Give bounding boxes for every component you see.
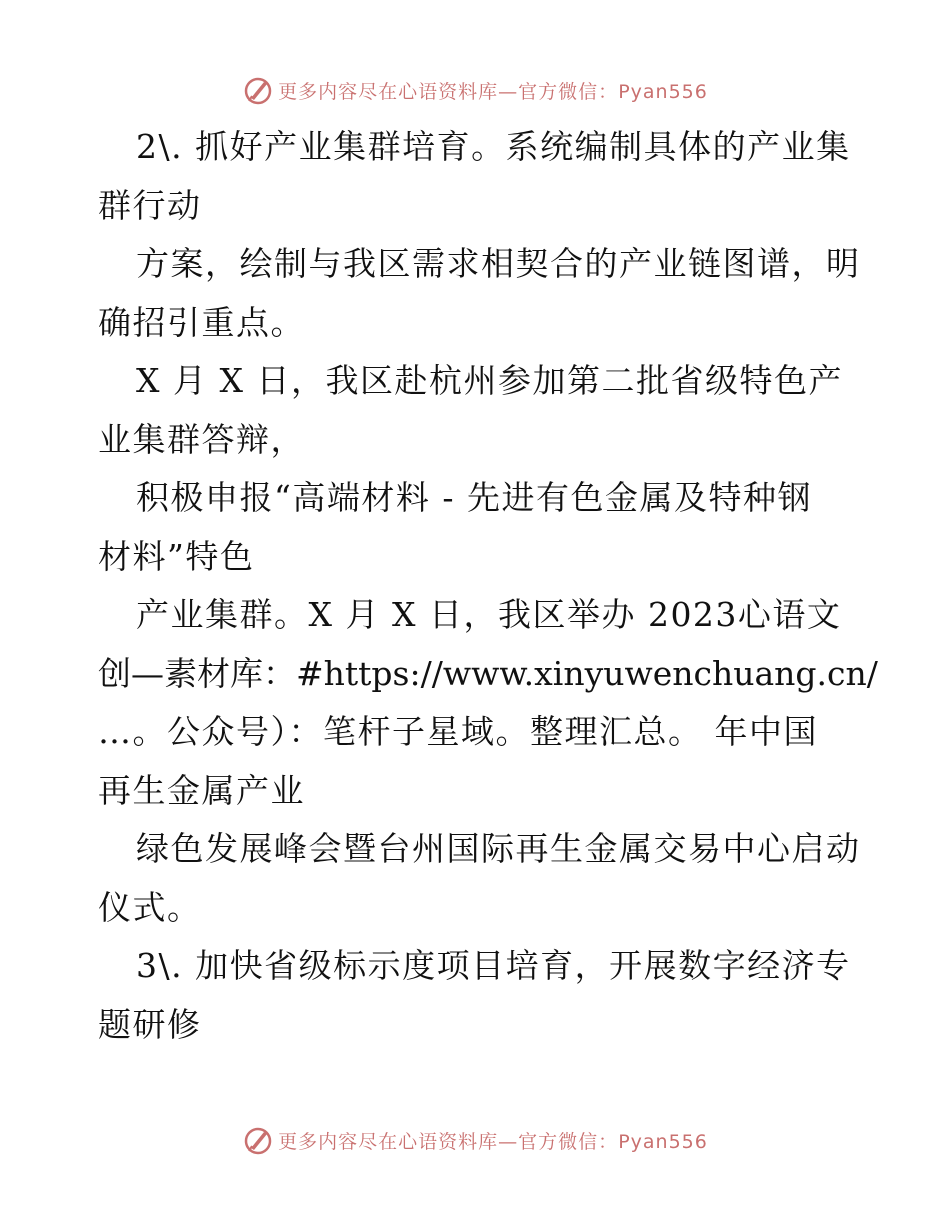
document-body <box>98 118 878 1054</box>
text-line: 确招引重点。 <box>98 302 305 342</box>
text-line: 方案，绘制与我区需求相契合的产业链图谱，明 <box>136 244 861 283</box>
watermark-text: 更多内容尽在心语资料库—官方微信：Pyan556 <box>278 1130 708 1153</box>
feather-pen-logo-icon <box>242 1124 274 1156</box>
text-line: 材料”特色 <box>98 536 255 576</box>
text-line: 创—素材库：#https://www.xinyuwenchuang.cn/ <box>98 653 878 693</box>
feather-pen-logo-icon <box>242 74 274 106</box>
text-line: X 月 X 日，我区赴杭州参加第二批省级特色产 <box>136 361 843 400</box>
text-line: 再生金属产业 <box>98 770 305 810</box>
text-line: 仪式。 <box>98 887 202 927</box>
text-line: 产业集群。X 月 X 日，我区举办 2023心语文 <box>136 595 842 634</box>
text-line: 业集群答辩， <box>98 419 305 459</box>
watermark-text: 更多内容尽在心语资料库—官方微信：Pyan556 <box>278 80 708 103</box>
text-line: 群行动 <box>98 185 202 225</box>
text-line: 3\. 加快省级标示度项目培育，开展数字经济专 <box>136 946 851 985</box>
text-line: 绿色发展峰会暨台州国际再生金属交易中心启动 <box>136 829 861 868</box>
text-line: 题研修 <box>98 1004 202 1044</box>
text-line: 积极申报“高端材料 - 先进有色金属及特种钢 <box>136 478 813 517</box>
text-line: 2\. 抓好产业集群培育。系统编制具体的产业集 <box>136 127 851 166</box>
footer-watermark <box>0 1120 950 1160</box>
text-line: …。公众号）：笔杆子星域。整理汇总。 年中国 <box>98 712 818 751</box>
header-watermark <box>0 70 950 110</box>
